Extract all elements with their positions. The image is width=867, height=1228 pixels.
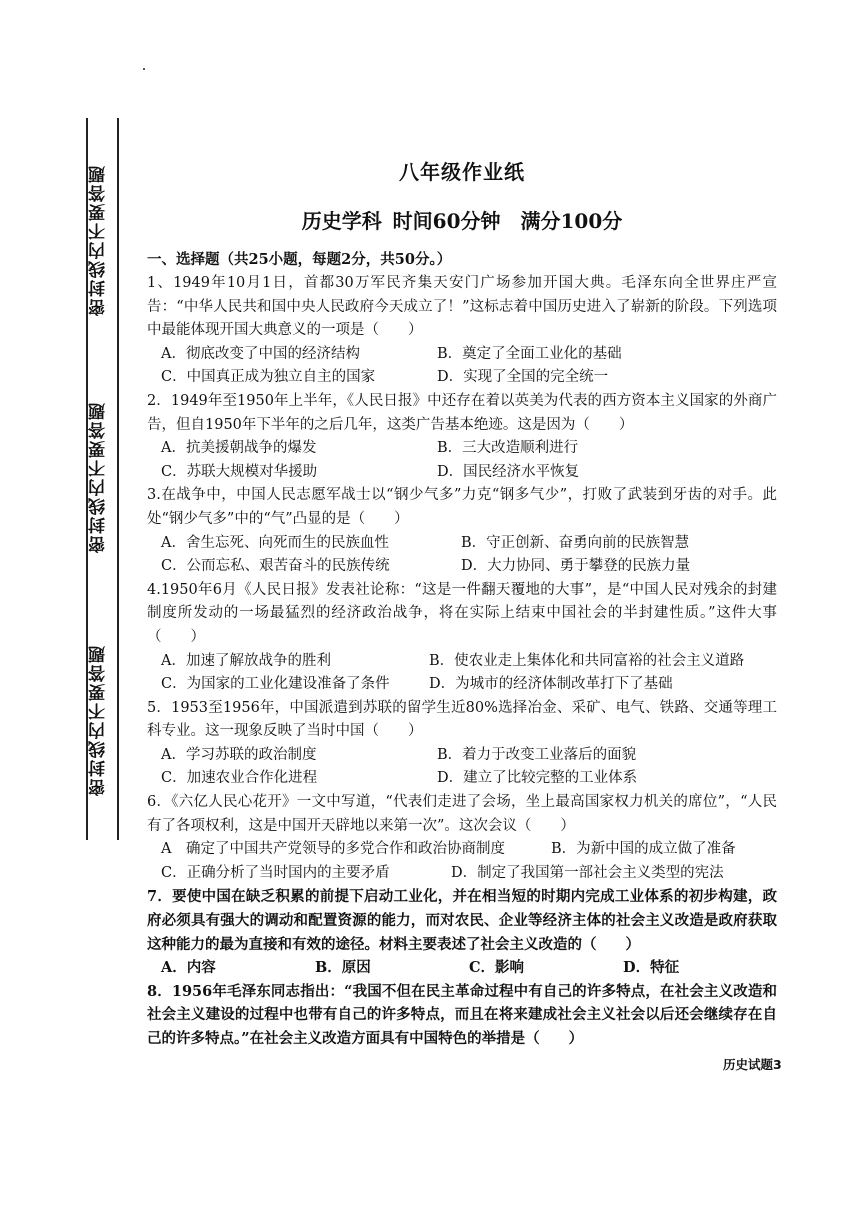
answer-options (147, 532, 777, 579)
answer-options (147, 838, 777, 885)
option-b[interactable]: B．为新中国的成立做了准备 (551, 841, 736, 858)
option-c[interactable]: C．公而忘私、艰苦奋斗的民族传统 (161, 558, 390, 575)
option-c[interactable]: C．正确分析了当时国内的主要矛盾 (161, 864, 390, 881)
answer-options (147, 956, 777, 980)
binding-warning-bottom: 密封线内不要答题 (89, 644, 109, 796)
question-3 (147, 484, 777, 578)
binding-warning-middle: 密封线内不要答题 (89, 401, 109, 554)
option-d[interactable]: D．为城市的经济体制改革打下了基础 (429, 676, 673, 693)
option-d[interactable]: D．大力协同、勇于攀登的民族力量 (461, 558, 691, 575)
question-8 (147, 980, 777, 1051)
question-6 (147, 791, 777, 885)
question-text: 7．要使中国在缺乏积累的前提下启动工业化，并在相当短的时期内完成工业体系的初步构建，政府必须具有强大的调动和配置资源的能力，而对农民、企业等经济主体的社会主义改造是政府获取这种能力的最为直接和有效的途径。材料主要表述了社会主义改造的（ ） (147, 888, 777, 953)
binding-warning-top: 密封线内不要答题 (89, 164, 109, 316)
page-subtitle: 历史学科 时间60分钟 满分100分 (301, 209, 623, 233)
question-5 (147, 697, 777, 791)
question-4 (147, 579, 777, 697)
option-a[interactable]: A 确定了中国共产党领导的多党合作和政治协商制度 (161, 841, 505, 858)
option-a[interactable]: A．抗美援朝战争的爆发 (161, 440, 317, 457)
answer-options (147, 744, 777, 791)
binding-line-right (117, 118, 119, 840)
option-a[interactable]: A．学习苏联的政治制度 (161, 746, 317, 763)
option-c[interactable]: C．苏联大规模对华援助 (161, 463, 318, 480)
page-footer: 历史试题3 (723, 1057, 782, 1072)
worksheet-body (147, 156, 777, 1051)
option-c[interactable]: C．为国家的工业化建设准备了条件 (161, 676, 390, 693)
option-a[interactable]: A．加速了解放战争的胜利 (161, 652, 331, 669)
question-7 (147, 885, 777, 979)
question-1 (147, 272, 777, 390)
section-heading: 一、选择题（共25小题，每题2分，共50分。） (147, 251, 452, 268)
option-d[interactable]: D．制定了我国第一部社会主义类型的宪法 (451, 864, 724, 881)
option-b[interactable]: B．原因 (315, 959, 371, 977)
option-b[interactable]: B．三大改造顺利进行 (437, 440, 579, 457)
question-text: 6．《六亿人民心花开》一文中写道，“代表们走进了会场，坐上最高国家权力机关的席位”，“人民有了各项权利，这是中国开天辟地以来第一次”。这次会议（ ） (147, 794, 777, 834)
option-d[interactable]: D．建立了比较完整的工业体系 (437, 770, 638, 787)
option-b[interactable]: B．奠定了全面工业化的基础 (437, 345, 622, 362)
question-text: 1、1949年10月1日，首都30万军民齐集天安门广场参加开国大典。毛泽东向全世界庄严宣告：“中华人民共和国中央人民政府今天成立了！”这标志着中国历史进入了崭新的阶段。下列选项中最能体现开国大典意义的一项是（ ） (147, 275, 777, 339)
option-b[interactable]: B．守正创新、奋勇向前的民族智慧 (461, 534, 690, 551)
answer-options (147, 437, 777, 484)
option-a[interactable]: A．舍生忘死、向死而生的民族血性 (161, 534, 389, 551)
page-title: 八年级作业纸 (399, 160, 525, 184)
option-d[interactable]: D．实现了全国的完全统一 (437, 369, 609, 386)
question-text: 2．1949年至1950年上半年，《人民日报》中还存在着以英美为代表的西方资本主义国家的外商广告，但自1950年下半年的之后几年，这类广告基本绝迹。这是因为（ ） (147, 392, 777, 433)
question-text: 3.在战争中，中国人民志愿军战士以“钢少气多”力克“钢多气少”，打败了武装到牙齿的对手。此处“钢少气多”中的“气”凸显的是（ ） (147, 487, 777, 527)
option-c[interactable]: C．加速农业合作化进程 (161, 770, 318, 787)
question-text: 5．1953至1956年，中国派遣到苏联的留学生近80%选择冶金、采矿、电气、铁路、交通等理工科专业。这一现象反映了当时中国（ ） (147, 699, 777, 740)
answer-options (147, 650, 777, 697)
answer-options (147, 343, 777, 390)
option-c[interactable]: C．影响 (469, 959, 525, 977)
option-a[interactable]: A．内容 (161, 959, 216, 977)
question-text: 8．1956年毛泽东同志指出：“我国不但在民主革命过程中有自己的许多特点，在社会主义改造和社会主义建设的过程中也带有自己的许多特点，而且在将来建成社会主义社会以后还会继续存在自己的许多特点。”在社会主义改造方面具有中国特色的举措是（ ） (147, 982, 777, 1047)
option-a[interactable]: A．彻底改变了中国的经济结构 (161, 345, 360, 362)
option-b[interactable]: B．使农业走上集体化和共同富裕的社会主义道路 (429, 652, 745, 669)
option-d[interactable]: D．国民经济水平恢复 (437, 463, 580, 480)
option-d[interactable]: D．特征 (623, 959, 680, 977)
question-text: 4.1950年6月《人民日报》发表社论称：“这是一件翻天覆地的大事”，是“中国人民对残余的封建制度所发动的一场最猛烈的经济政治战争，将在实际上结束中国社会的半封建性质。”这件大事（ ） (147, 581, 777, 645)
option-c[interactable]: C．中国真正成为独立自主的国家 (161, 369, 376, 386)
option-b[interactable]: B．着力于改变工业落后的面貌 (437, 746, 637, 763)
scan-speck (143, 68, 145, 70)
question-2 (147, 390, 777, 484)
